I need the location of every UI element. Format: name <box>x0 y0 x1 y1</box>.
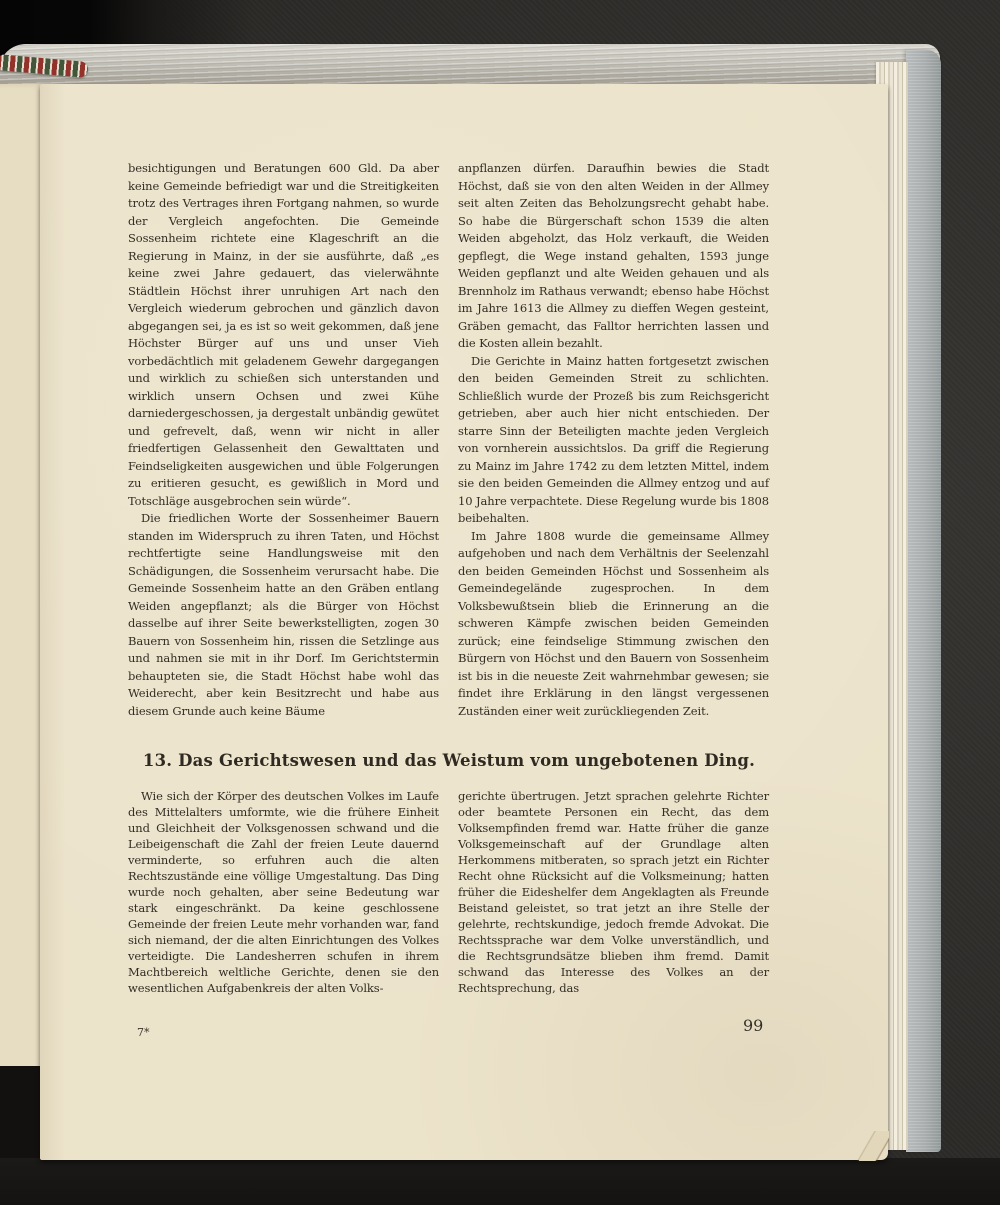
page-number: 99 <box>743 1016 764 1035</box>
book-page <box>40 84 888 1160</box>
section-heading: 13. Das Gerichtswesen und das Weistum vom ungebotenen Ding. <box>142 751 756 770</box>
right-column <box>458 788 769 1018</box>
paragraph: Wie sich der Körper des deutschen Volkes im Laufe des Mittelalters umformte, wie die frühere Einheit und Gleichheit der Volksgenossen schwand und die Leibeigenschaft die Zahl der freien Leute dauernd verminderte, so erfuhren auch die alten Rechtszustände eine völlige Umgestaltung. Das Ding wurde noch gehalten, aber seine Bedeutung war stark eingeschränkt. Da keine geschlossene Gemeinde der freien Leute mehr vorhanden war, fand sich niemand, der die alten Einrichtungen des Volkes verteidigte. Die Landesherren schufen in ihrem Machtbereich weltliche Gerichte, denen sie den wesentlichen Aufgabenkreis der alten Volks- <box>128 789 439 995</box>
left-column <box>128 788 439 1018</box>
paragraph: anpflanzen dürfen. Daraufhin bewies die Stadt Höchst, daß sie von den alten Weiden in der Allmey seit alten Zeiten das Beholzungsrecht gehabt habe. So habe die Bürgerschaft schon 1539 die alten Weiden abgeholzt, das Holz verkauft, die Weiden gepflegt, die Wege instand gehalten, 1593 junge Weiden gepflanzt und alte Weiden gehauen und als Brennholz im Rathaus verwandt; ebenso habe Höchst im Jahre 1613 die Allmey zu dieffen Wegen gesteint, Gräben gemacht, das Falltor herrichten lassen und die Kosten allein bezahlt. <box>458 161 769 350</box>
paragraph: Die Gerichte in Mainz hatten fortgesetzt zwischen den beiden Gemeinden Streit zu schlichten. Schließlich wurde der Prozeß bis zum Reichsgericht getrieben, aber auch hier nicht entschieden. Der starre Sinn der Beteiligten machte jeden Vergleich von vornherein aussichtslos. Da griff die Regierung zu Mainz im Jahre 1742 zu dem letzten Mittel, indem sie den beiden Gemeinden die Allmey entzog und auf 10 Jahre verpachtete. Diese Regelung wurde bis 1808 beibehalten. <box>458 353 769 525</box>
shadow-top-left <box>0 0 340 50</box>
book-cover-board <box>906 50 941 1152</box>
signature-mark: 7* <box>137 1026 150 1039</box>
shadow-bottom <box>0 1158 1000 1205</box>
paragraph: Die friedlichen Worte der Sossenheimer Bauern standen im Widerspruch zu ihren Taten, und Höchst rechtfertigte seine Handlungsweise mit den Schädigungen, die Sossenheim verursacht habe. Die Gemeinde Sossenheim hatte an den Gräben entlang Weiden angepflanzt; als die Bürger von Höchst dasselbe auf ihrer Seite bewerkstelligten, zogen 30 Bauern von Sossenheim hin, rissen die Setzlinge aus und nahmen sie mit in ihr Dorf. Im Gerichtstermin behaupteten sie, die Stadt Höchst habe wohl das Weiderecht, aber kein Besitzrecht und habe aus diesem Grunde auch keine Bäume <box>128 511 439 718</box>
left-column <box>128 160 439 737</box>
paragraph: gerichte übertrugen. Jetzt sprachen gelehrte Richter oder beamtete Personen ein Recht, das dem Volksempfinden fremd war. Hatte früher die ganze Volksgemeinschaft auf der Grundlage alten Herkommens mitberaten, so sprach jetzt ein Richter Recht ohne Rücksicht auf die Volksmeinung; hatten früher die Eideshelfer dem Angeklagten als Freunde Beistand geleistet, so trat jetzt an ihre Stelle der gelehrte, rechtskundige, jedoch fremde Advokat. Die Rechtssprache war dem Volke unverständlich, und die Rechtsgrundsätze blieben ihm fremd. Damit schwand das Interesse des Volkes an der Rechtsprechung, das <box>458 789 769 995</box>
page-content <box>128 160 770 1018</box>
paragraph: besichtigungen und Beratungen 600 Gld. Da aber keine Gemeinde befriedigt war und die Streitigkeiten trotz des Vertrages ihren Fortgang nahmen, so wurde der Vergleich angefochten. Die Gemeinde Sossenheim richtete eine Klageschrift an die Regierung in Mainz, in der sie ausführte, daß „es keine zwei Jahre gedauert, das vielerwähnte Städtlein Höchst ihrer unruhigen Art nach den Vergleich wiederum gebrochen und gänzlich davon abgegangen sei, ja es ist so weit gekommen, daß jene Höchster Bürger auf uns und unser Vieh vorbedächtlich mit geladenem Gewehr dargegangen und wirklich zu schießen sich unterstanden und wirklich unsern Ochsen und zwei Kühe darniedergeschossen, ja dergestalt unbändig gewütet und gefrevelt, daß, wenn wir nicht in aller friedfertigen Gelassenheit den Gewalttaten und Feindseligkeiten ausgewichen und üble Folgerungen zu eritieren gesucht, es gewißlich in Mord und Totschläge ausgebrochen sein würde“. <box>128 161 439 508</box>
folded-corner <box>847 1131 889 1161</box>
right-column <box>458 160 769 737</box>
paragraph: Im Jahre 1808 wurde die gemeinsame Allmey aufgehoben und nach dem Verhältnis der Seelenzahl den beiden Gemeinden Höchst und Sossenheim als Gemeindegelände zugesprochen. In dem Volksbewußtsein blieb die Erinnerung an die schweren Kämpfe zwischen beiden Gemeinden zurück; eine feindselige Stimmung zwischen den Bürgern von Höchst und den Bauern von Sossenheim ist bis in die neueste Zeit wahrnehmbar gewesen; sie findet ihre Erklärung in den längst vergessenen Zuständen einer weit zurückliegenden Zeit. <box>458 528 769 718</box>
section-allmend-dispute <box>128 160 770 737</box>
section-gerichtswesen <box>128 788 770 1018</box>
